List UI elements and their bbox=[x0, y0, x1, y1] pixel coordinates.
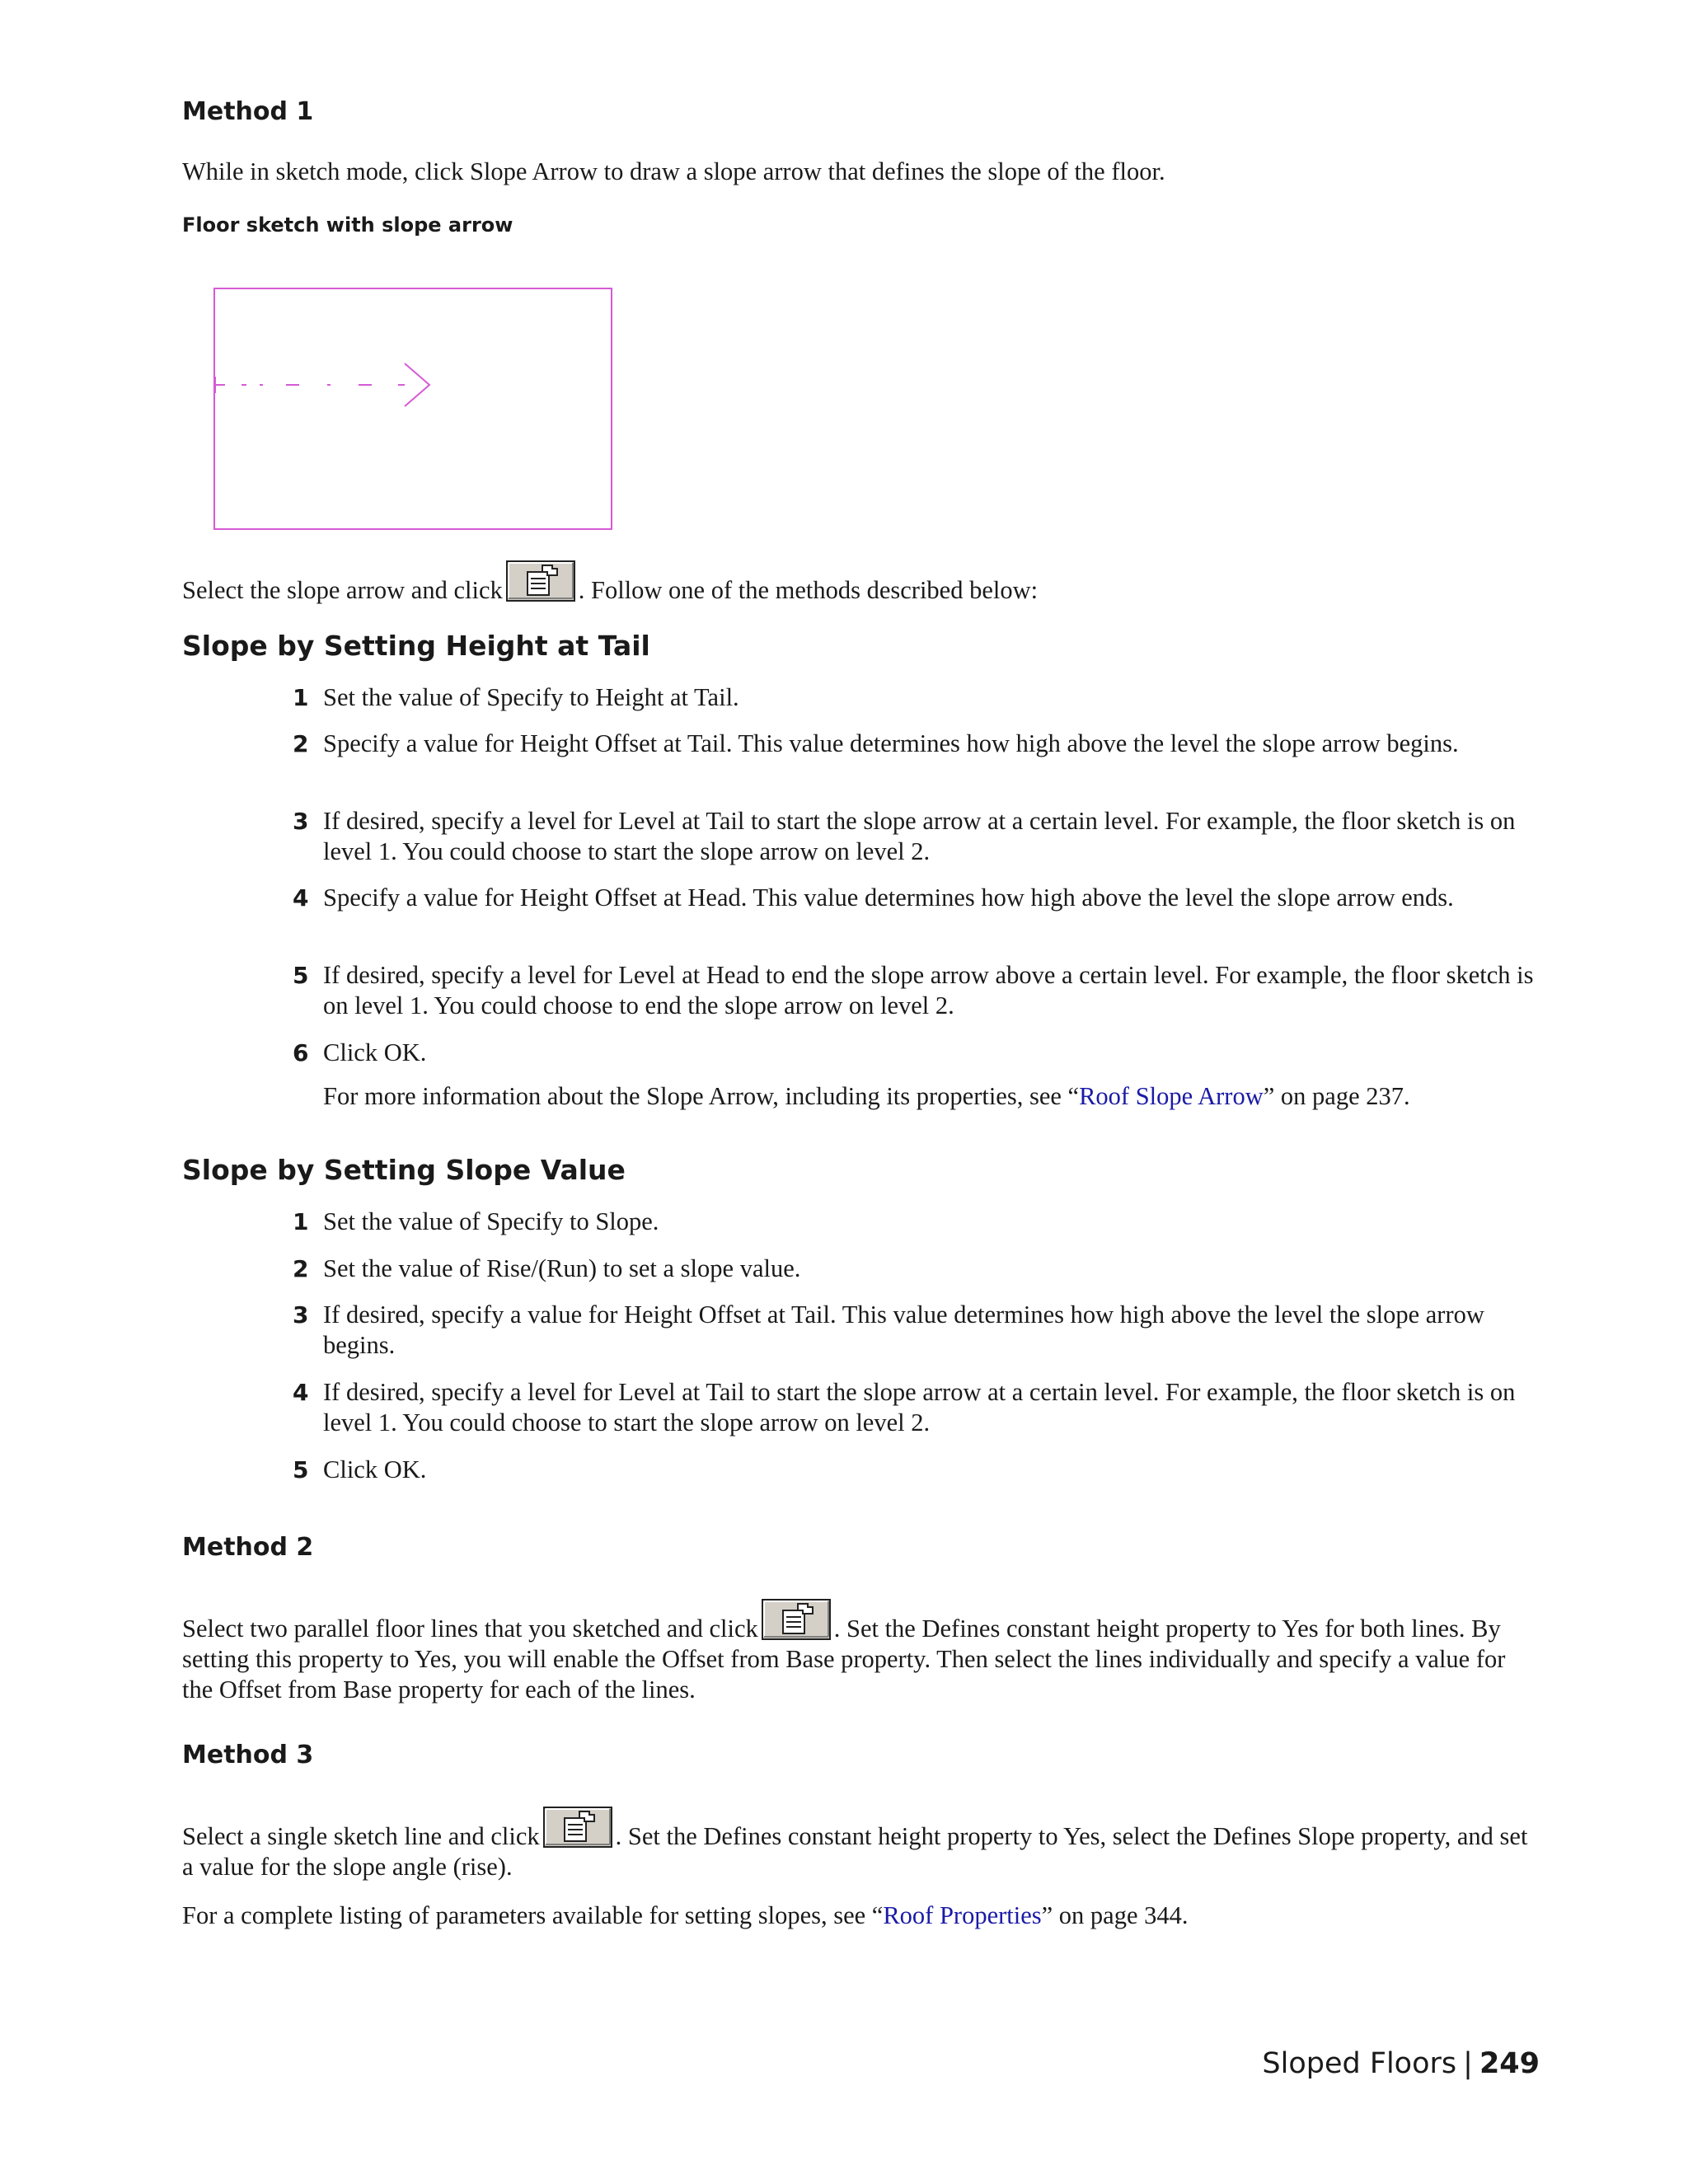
height-at-tail-heading: Slope by Setting Height at Tail bbox=[182, 630, 650, 662]
method-2-text bbox=[182, 1599, 1542, 1705]
step-text: Set the value of Specify to Slope. bbox=[323, 1207, 659, 1235]
step-number: 5 bbox=[293, 1456, 309, 1483]
list-item bbox=[293, 806, 1545, 867]
step-text: Click OK. bbox=[323, 1455, 427, 1483]
page-number: 249 bbox=[1479, 2047, 1540, 2080]
properties-button[interactable] bbox=[762, 1599, 831, 1640]
properties-button[interactable] bbox=[506, 560, 575, 602]
step-text: If desired, specify a value for Height Offset at Tail. This value determines how high above the level the slope arrow begins. bbox=[323, 1301, 1484, 1359]
properties-icon bbox=[762, 1599, 831, 1640]
method-3-text-after: . Set the Defines constant height property to Yes, select the Defines Slope property, and set a value for the slope angle (rise). bbox=[182, 1822, 1528, 1881]
footer-separator: | bbox=[1463, 2047, 1473, 2080]
step-text: Set the value of Rise/(Run) to set a slope value. bbox=[323, 1254, 801, 1282]
list-item bbox=[293, 1254, 1545, 1284]
step-text: Specify a value for Height Offset at Head. This value determines how high above the level the slope arrow ends. bbox=[323, 883, 1454, 912]
roof-slope-arrow-link[interactable]: Roof Slope Arrow bbox=[1079, 1082, 1264, 1110]
list-item bbox=[293, 1377, 1545, 1438]
step-text: If desired, specify a level for Level at Head to end the slope arrow above a certain level. For example, the floor sketch is on level 1. You could choose to end the slope arrow on level 2. bbox=[323, 961, 1534, 1019]
step-text: Click OK. bbox=[323, 1038, 427, 1066]
footer-section-title: Sloped Floors bbox=[1262, 2047, 1457, 2080]
slope-value-heading: Slope by Setting Slope Value bbox=[182, 1154, 626, 1186]
step-number: 6 bbox=[293, 1039, 309, 1066]
list-item bbox=[293, 1300, 1545, 1361]
step-text: If desired, specify a level for Level at Tail to start the slope arrow at a certain level. For example, the floor sketch is on level 1. You could choose to start the slope arrow on level 2. bbox=[323, 807, 1516, 865]
roof-properties-link[interactable]: Roof Properties bbox=[883, 1901, 1042, 1929]
floor-sketch-figure bbox=[213, 288, 612, 530]
list-item bbox=[293, 1038, 1545, 1068]
step-number: 1 bbox=[293, 1208, 309, 1235]
method-3-text-before: Select a single sketch line and click bbox=[182, 1822, 540, 1850]
step-number: 4 bbox=[293, 1379, 309, 1406]
note-text-after: ” on page 237. bbox=[1263, 1082, 1410, 1110]
list-item bbox=[293, 883, 1545, 913]
select-text-after: . Follow one of the methods described below: bbox=[578, 576, 1039, 604]
method-1-intro: While in sketch mode, click Slope Arrow to draw a slope arrow that defines the slope of the floor. bbox=[182, 157, 1165, 185]
step-text: Specify a value for Height Offset at Tail. This value determines how high above the level the slope arrow begins. bbox=[323, 729, 1459, 757]
list-item bbox=[293, 960, 1545, 1021]
list-item bbox=[293, 1455, 1545, 1485]
list-item bbox=[293, 729, 1545, 759]
method-2-heading: Method 2 bbox=[182, 1533, 314, 1562]
method-2-text-before: Select two parallel floor lines that you sketched and click bbox=[182, 1615, 758, 1643]
list-item bbox=[293, 1207, 1545, 1237]
closing-text-before: For a complete listing of parameters available for setting slopes, see “ bbox=[182, 1901, 884, 1929]
step-number: 4 bbox=[293, 884, 309, 912]
step-number: 2 bbox=[293, 1255, 309, 1282]
step-number: 5 bbox=[293, 962, 309, 989]
floor-boundary bbox=[214, 288, 612, 529]
step-number: 2 bbox=[293, 730, 309, 757]
list-item bbox=[293, 682, 1545, 713]
method-3-heading: Method 3 bbox=[182, 1741, 314, 1769]
note-text-before: For more information about the Slope Arrow, including its properties, see “ bbox=[323, 1082, 1080, 1110]
properties-icon bbox=[543, 1807, 612, 1848]
step-number: 3 bbox=[293, 808, 309, 835]
method-1-heading: Method 1 bbox=[182, 97, 314, 126]
closing-paragraph bbox=[182, 1900, 1542, 1931]
figure-caption: Floor sketch with slope arrow bbox=[182, 213, 513, 237]
page-footer bbox=[1262, 2046, 1540, 2081]
step-text: If desired, specify a level for Level at Tail to start the slope arrow at a certain level. For example, the floor sketch is on level 1. You could choose to start the slope arrow on level 2. bbox=[323, 1378, 1516, 1436]
properties-icon bbox=[506, 560, 575, 602]
select-slope-arrow-instruction bbox=[182, 560, 1542, 611]
slope-arrow-head bbox=[405, 363, 429, 406]
method-2-text-after: . Set the Defines constant height property to Yes for both lines. By setting this property to Yes, you will enable the Offset from Base property. Then select the lines individually and specify a value for the Offset from Base property for each of the lines. bbox=[182, 1615, 1506, 1704]
step-number: 1 bbox=[293, 684, 309, 711]
method-3-text bbox=[182, 1807, 1542, 1882]
step-text: Set the value of Specify to Height at Tail. bbox=[323, 683, 739, 711]
slope-arrow-note bbox=[323, 1081, 1559, 1112]
slope-arrow[interactable] bbox=[215, 363, 429, 406]
select-text-before: Select the slope arrow and click bbox=[182, 576, 503, 604]
floor-sketch-drawing bbox=[213, 288, 612, 530]
properties-button[interactable] bbox=[543, 1807, 612, 1848]
step-number: 3 bbox=[293, 1301, 309, 1329]
closing-text-after: ” on page 344. bbox=[1041, 1901, 1189, 1929]
